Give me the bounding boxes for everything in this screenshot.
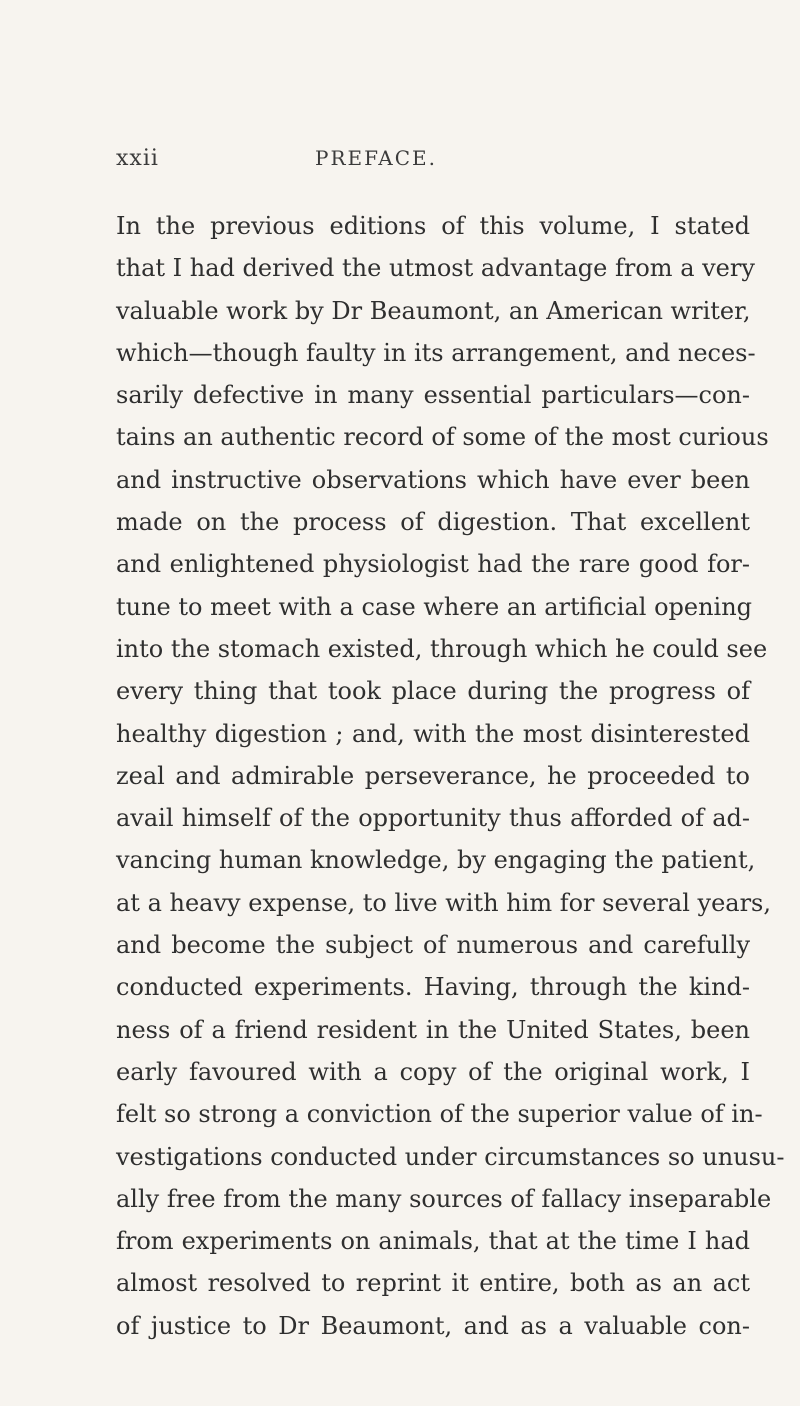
- text-line: avail himself of the opportunity thus afforded of ad-: [116, 804, 750, 833]
- text-line: sarily defective in many essential particulars—con-: [116, 381, 750, 410]
- text-line: and instructive observations which have ever been: [116, 465, 750, 494]
- text-line: almost resolved to reprint it entire, both as an act: [116, 1269, 750, 1298]
- text-line: conducted experiments. Having, through the kind-: [116, 973, 750, 1002]
- text-line: tains an authentic record of some of the most curious: [116, 423, 769, 452]
- text-line: made on the process of digestion. That excellent: [116, 508, 750, 537]
- text-line: vestigations conducted under circumstances so unusu-: [116, 1142, 785, 1171]
- text-line: ally free from the many sources of fallacy inseparable: [116, 1184, 772, 1213]
- page-number: xxii: [116, 146, 159, 171]
- running-head: PREFACE.: [315, 146, 437, 170]
- text-line: which—though faulty in its arrangement, and neces-: [116, 338, 756, 367]
- text-line: every thing that took place during the progress of: [116, 677, 750, 706]
- body-paragraph: [116, 205, 785, 1347]
- text-line: early favoured with a copy of the original work, I: [116, 1057, 750, 1086]
- text-line: and enlightened physiologist had the rare good for-: [116, 550, 750, 579]
- text-line: valuable work by Dr Beaumont, an American writer,: [116, 296, 751, 325]
- text-line: of justice to Dr Beaumont, and as a valuable con-: [116, 1311, 750, 1340]
- text-line: zeal and admirable perseverance, he proceeded to: [116, 761, 750, 790]
- text-line: felt so strong a conviction of the superior value of in-: [116, 1100, 763, 1129]
- text-line: that I had derived the utmost advantage from a very: [116, 254, 755, 283]
- text-line: tune to meet with a case where an artificial opening: [116, 592, 753, 621]
- text-line: from experiments on animals, that at the time I had: [116, 1227, 750, 1256]
- text-line: ness of a friend resident in the United States, been: [116, 1015, 750, 1044]
- text-line: In the previous editions of this volume, I stated: [116, 212, 750, 240]
- text-line: healthy digestion ; and, with the most disinterested: [116, 719, 750, 748]
- text-line: and become the subject of numerous and carefully: [116, 931, 750, 960]
- page-header: [116, 146, 750, 186]
- text-line: at a heavy expense, to live with him for several years,: [116, 888, 771, 917]
- text-line: into the stomach existed, through which he could see: [116, 634, 768, 663]
- text-line: vancing human knowledge, by engaging the patient,: [116, 846, 756, 875]
